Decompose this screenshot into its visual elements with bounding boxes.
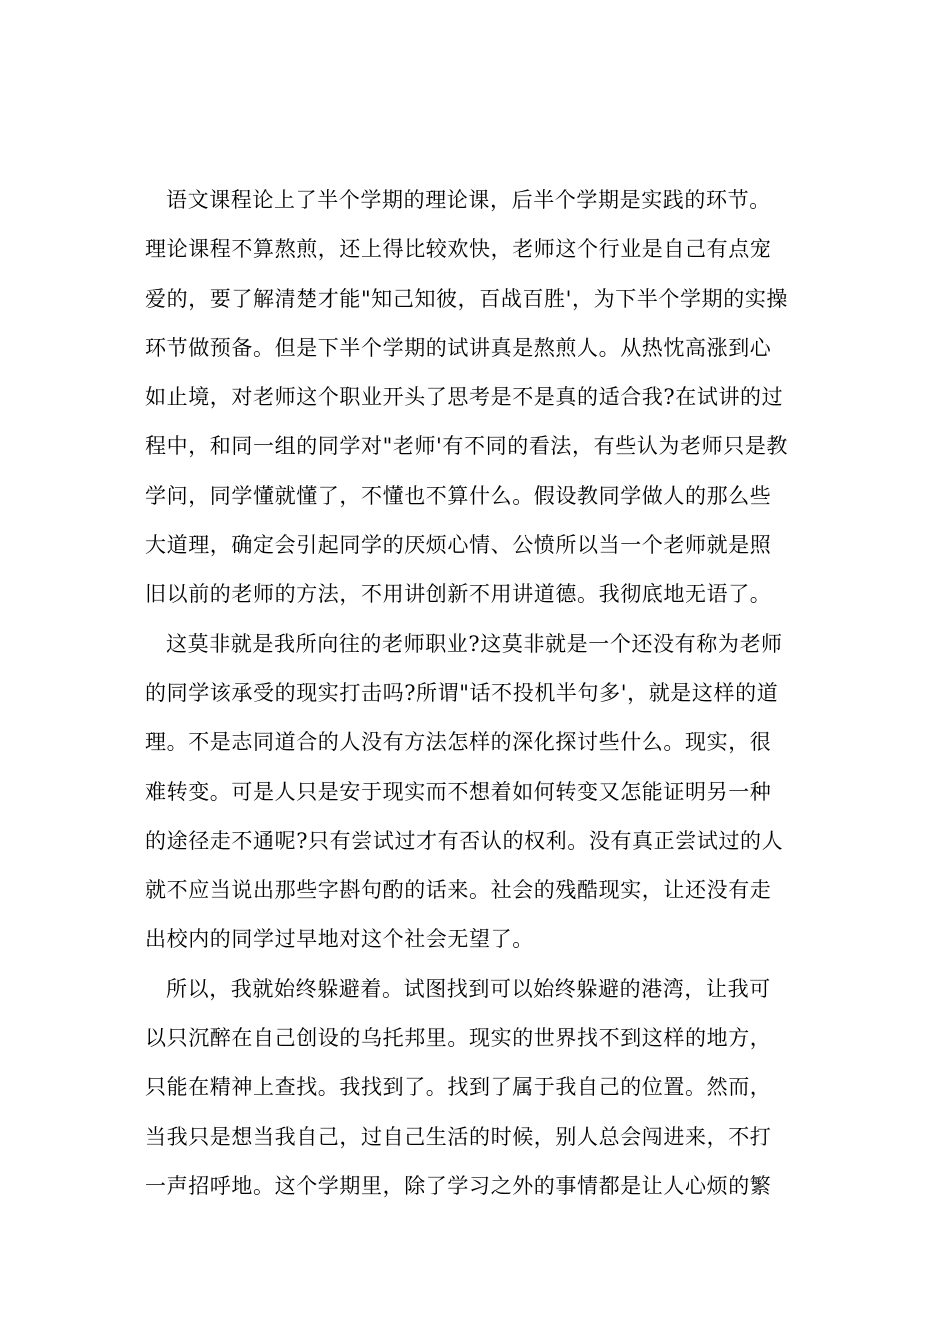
text-line: 环节做预备。但是下半个学期的试讲真是熬煎人。从热忱高涨到心	[145, 335, 772, 360]
text-line: 以只沉醉在自己创设的乌托邦里。现实的世界找不到这样的地方，	[145, 1026, 772, 1051]
text-line: 理论课程不算熬煎，还上得比较欢快，老师这个行业是自己有点宠	[145, 237, 772, 262]
paragraph-1	[145, 176, 810, 620]
text-line: 的途径走不通呢?只有尝试过才有否认的权利。没有真正尝试过的人	[145, 828, 784, 853]
text-line: 爱的，要了解清楚才能"知己知彼，百战百胜'，为下半个学期的实操	[145, 286, 789, 311]
text-line: 难转变。可是人只是安于现实而不想着如何转变又怎能证明另一种	[145, 779, 772, 804]
paragraph-2	[145, 620, 810, 965]
text-line: 一声招呼地。这个学期里，除了学习之外的事情都是让人心烦的繁	[145, 1173, 772, 1198]
text-line: 理。不是志同道合的人没有方法怎样的深化探讨些什么。现实，很	[145, 730, 772, 755]
text-line: 的同学该承受的现实打击吗?所谓"话不投机半句多'，就是这样的道	[145, 680, 779, 705]
text-line: 如止境，对老师这个职业开头了思考是不是真的适合我?在试讲的过	[145, 385, 784, 410]
text-line: 语文课程论上了半个学期的理论课，后半个学期是实践的环节。	[166, 188, 771, 212]
text-line: 所以，我就始终躲避着。试图找到可以始终躲避的港湾，让我可	[166, 976, 771, 1001]
text-line: 大道理，确定会引起同学的厌烦心情、公愤所以当一个老师就是照	[145, 533, 772, 558]
text-line: 这莫非就是我所向往的老师职业?这莫非就是一个还没有称为老师	[166, 631, 783, 656]
text-line: 学问，同学懂就懂了，不懂也不算什么。假设教同学做人的那么些	[145, 483, 772, 508]
text-line: 出校内的同学过早地对这个社会无望了。	[145, 927, 534, 952]
text-line: 只能在精神上查找。我找到了。找到了属于我自己的位置。然而，	[145, 1075, 772, 1100]
text-line: 当我只是想当我自己，过自己生活的时候，别人总会闯进来，不打	[145, 1124, 772, 1149]
text-line: 就不应当说出那些字斟句酌的话来。社会的残酷现实，让还没有走	[145, 878, 772, 903]
paragraph-3	[145, 965, 810, 1211]
document-body	[145, 176, 810, 1211]
text-line: 程中，和同一组的同学对"老师'有不同的看法，有些认为老师只是教	[145, 434, 789, 459]
text-line: 旧以前的老师的方法，不用讲创新不用讲道德。我彻底地无语了。	[145, 582, 772, 607]
